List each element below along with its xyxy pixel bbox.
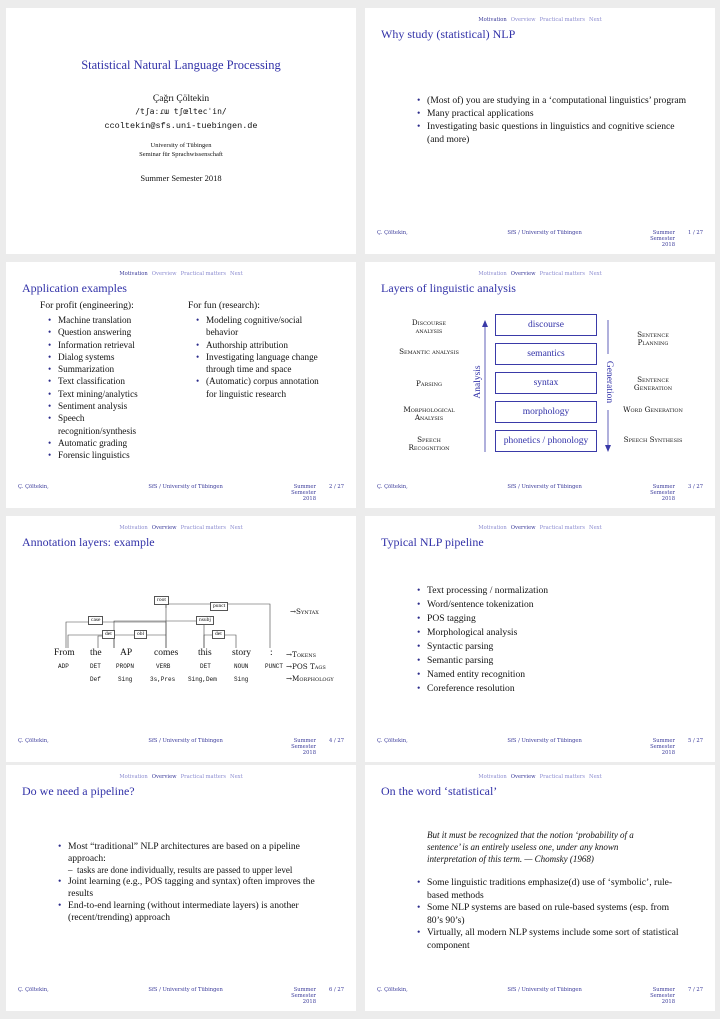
nav-next[interactable]: Next — [230, 774, 243, 780]
direction-arrows — [365, 262, 715, 508]
list-item: • Machine translation — [48, 314, 178, 326]
list-item: • Text classification — [48, 375, 178, 387]
footer: Ç. Çöltekin, SfS / University of Tübingen Summer Semester 2018 7 / 27 — [377, 987, 703, 1005]
slide-annotation-example — [6, 516, 356, 762]
slide-heading: On the word ‘statistical’ — [381, 784, 498, 798]
footer: Ç. Çöltekin, SfS / University of Tübingen Summer Semester 2018 3 / 27 — [377, 484, 703, 502]
slide-applications — [6, 262, 356, 508]
nav-next[interactable]: Next — [589, 525, 602, 531]
author-email[interactable]: ccoltekin@sfs.uni-tuebingen.de — [104, 121, 258, 131]
slide-title — [6, 8, 356, 254]
nav-bar — [365, 525, 715, 531]
nav-overview[interactable]: Overview — [510, 774, 536, 780]
pipeline-step: • Text processing / normalization — [417, 584, 687, 598]
research-list — [196, 314, 331, 400]
nav-motivation[interactable]: Motivation — [478, 774, 507, 780]
sub-item: – tasks are done individually, results are passed to upper level — [68, 865, 328, 876]
list-item: • Text mining/analytics — [48, 388, 178, 400]
list-item: • Summarization — [48, 363, 178, 375]
nav-practical[interactable]: Practical matters — [539, 271, 586, 277]
footer: Ç. Çöltekin, SfS / University of Tübingen Summer Semester 2018 1 / 27 — [377, 230, 703, 248]
list-item: • Forensic linguistics — [48, 449, 178, 461]
layer-label-syntax: →Syntax — [290, 607, 319, 616]
nav-motivation[interactable]: Motivation — [478, 271, 507, 277]
course-title: Statistical Natural Language Processing — [81, 58, 281, 72]
nav-practical[interactable]: Practical matters — [180, 525, 227, 531]
token: AP — [120, 648, 133, 658]
pipeline-step: • Coreference resolution — [417, 682, 687, 696]
nav-overview[interactable]: Overview — [510, 525, 536, 531]
pipeline-step: • Semantic parsing — [417, 654, 687, 668]
pipeline-step: • Syntactic parsing — [417, 640, 687, 654]
slide-heading: Do we need a pipeline? — [22, 784, 135, 798]
slide-heading: Typical NLP pipeline — [381, 535, 484, 549]
label-parsing: Parsing — [416, 379, 442, 388]
pipeline-step: • Word/sentence tokenization — [417, 598, 687, 612]
nav-practical[interactable]: Practical matters — [539, 17, 586, 23]
arc-label-obl: obl — [134, 630, 147, 639]
label-sentence-generation: Sentence Generation — [633, 375, 673, 392]
footer: Ç. Çöltekin, SfS / University of Tübingen Summer Semester 2018 4 / 27 — [18, 738, 344, 756]
arc-label-det: det — [102, 630, 115, 639]
slide-heading: Layers of linguistic analysis — [381, 281, 516, 295]
bullet-item: • Investigating basic questions in linguistics and cognitive science (and more) — [417, 120, 687, 146]
nav-motivation[interactable]: Motivation — [119, 525, 148, 531]
layer-discourse: discourse — [495, 314, 597, 336]
author-name: Çağrı Çöltekin — [152, 94, 210, 104]
layer-semantics: semantics — [495, 343, 597, 365]
nav-overview[interactable]: Overview — [510, 271, 536, 277]
nav-overview[interactable]: Overview — [510, 17, 536, 23]
nav-bar — [6, 271, 356, 277]
morph-features: 3s,Pres — [150, 676, 176, 683]
morph-features: Sing,Dem — [188, 676, 217, 683]
bullet-item: • Many practical applications — [417, 107, 687, 120]
pos-tag: PUNCT — [265, 663, 284, 670]
nav-overview[interactable]: Overview — [151, 271, 177, 277]
label-morph-analysis: Morphological Analysis — [403, 405, 455, 422]
layer-syntax: syntax — [495, 372, 597, 394]
token: this — [198, 648, 212, 658]
token: the — [90, 648, 102, 658]
university: University of Tübingen — [150, 142, 212, 149]
footer: Ç. Çöltekin, SfS / University of Tübingen Summer Semester 2018 6 / 27 — [18, 987, 344, 1005]
bullet-item: • End-to-end learning (without intermediate layers) is another (recent/trending) approach — [58, 900, 328, 924]
morph-features: Sing — [234, 676, 249, 683]
slide-layers — [365, 262, 715, 508]
footer: Ç. Çöltekin, SfS / University of Tübingen Summer Semester 2018 5 / 27 — [377, 738, 703, 756]
right-column-head: For fun (research): — [188, 300, 260, 311]
nav-overview[interactable]: Overview — [151, 774, 177, 780]
author-ipa: /tʃaːɾɯ tʃœltecˈin/ — [135, 107, 227, 116]
bullet-item: • Joint learning (e.g., POS tagging and syntax) often improves the results — [58, 876, 328, 900]
bullet-item: • Some linguistic traditions emphasize(d) use of ‘symbolic’, rule-based methods — [417, 877, 687, 902]
label-speech-recognition: Speech Recognition — [408, 435, 450, 452]
token: : — [270, 648, 273, 658]
chomsky-quote: But it must be recognized that the notion ‘probability of a sentence’ is an entirely useless one, under any known interpretation of this term. — Chomsky (1968) — [427, 830, 634, 864]
morph-features: Sing — [118, 676, 133, 683]
list-item: • Information retrieval — [48, 339, 178, 351]
pos-tag: NOUN — [234, 663, 249, 670]
layer-morphology: morphology — [495, 401, 597, 423]
pos-tag: PROPN — [116, 663, 135, 670]
sub-list — [68, 865, 328, 876]
dependency-arcs — [6, 516, 356, 762]
token: From — [54, 648, 75, 658]
arc-label-det: det — [212, 630, 225, 639]
layer-phonology: phonetics / phonology — [495, 430, 597, 452]
slide-heading: Why study (statistical) NLP — [381, 27, 516, 41]
nav-motivation[interactable]: Motivation — [119, 271, 148, 277]
bullet-list — [417, 94, 687, 146]
arc-label-case: case — [88, 616, 103, 625]
profit-list — [48, 314, 178, 462]
semester: Summer Semester 2018 — [140, 173, 222, 183]
slide-why-study — [365, 8, 715, 254]
nav-next[interactable]: Next — [589, 774, 602, 780]
list-item: • Automatic grading — [48, 437, 178, 449]
list-item: • (Automatic) corpus annotation for linguistic research — [196, 375, 331, 400]
list-item: • Dialog systems — [48, 351, 178, 363]
nav-next[interactable]: Next — [230, 525, 243, 531]
nav-practical[interactable]: Practical matters — [180, 774, 227, 780]
nav-motivation[interactable]: Motivation — [478, 525, 507, 531]
nav-next[interactable]: Next — [230, 271, 243, 277]
list-item: • Sentiment analysis — [48, 400, 178, 412]
list-item: • Question answering — [48, 326, 178, 338]
nav-overview[interactable]: Overview — [151, 525, 177, 531]
bullet-item: • Virtually, all modern NLP systems include some sort of statistical component — [417, 927, 687, 952]
nav-practical[interactable]: Practical matters — [180, 271, 227, 277]
bullet-list — [58, 841, 328, 924]
list-item: • Speech recognition/synthesis — [48, 412, 148, 437]
nav-practical[interactable]: Practical matters — [539, 525, 586, 531]
list-item: • Authorship attribution — [196, 339, 331, 351]
layer-label-pos: →POS Tags — [286, 662, 326, 671]
nav-motivation[interactable]: Motivation — [119, 774, 148, 780]
slide-statistical — [365, 765, 715, 1011]
bullet-list — [417, 877, 687, 952]
label-discourse-analysis: Discourse analysis — [411, 318, 447, 335]
pos-tag: DET — [200, 663, 211, 670]
slide-pipeline — [365, 516, 715, 762]
footer: Ç. Çöltekin, SfS / University of Tübingen Summer Semester 2018 2 / 27 — [18, 484, 344, 502]
nav-bar — [6, 774, 356, 780]
pos-tag: ADP — [58, 663, 69, 670]
label-speech-synthesis: Speech Synthesis — [623, 435, 683, 444]
pipeline-step: • Morphological analysis — [417, 626, 687, 640]
arc-label-punct: punct — [210, 602, 228, 611]
nav-motivation[interactable]: Motivation — [478, 17, 507, 23]
pipeline-step: • Named entity recognition — [417, 668, 687, 682]
list-item: • Investigating language change through time and space — [196, 351, 331, 376]
analysis-label: Analysis — [473, 357, 483, 407]
pos-tag: VERB — [156, 663, 171, 670]
layer-label-morphology: →Morphology — [286, 674, 334, 683]
token: comes — [154, 648, 179, 658]
left-column-head: For profit (engineering): — [40, 300, 134, 311]
label-sentence-planning: Sentence Planning — [637, 330, 669, 347]
bullet-item: • (Most of) you are studying in a ‘computational linguistics’ program — [417, 94, 687, 107]
pipeline-list — [417, 584, 687, 696]
label-word-generation: Word Generation — [623, 405, 683, 414]
nav-practical[interactable]: Practical matters — [539, 774, 586, 780]
nav-bar — [365, 774, 715, 780]
arc-label-nsubj: nsubj — [196, 616, 214, 625]
slide-heading: Annotation layers: example — [22, 535, 155, 549]
bullet-item: • Most “traditional” NLP architectures are based on a pipeline approach: – tasks are done individually, results are passed to upper level — [58, 841, 328, 876]
label-semantic-analysis: Semantic analysis — [399, 347, 459, 356]
layer-label-tokens: →Tokens — [286, 650, 317, 659]
generation-label: Generation — [604, 354, 614, 410]
pos-tag: DET — [90, 663, 101, 670]
morph-features: Def — [90, 676, 101, 683]
nav-next[interactable]: Next — [589, 17, 602, 23]
seminar: Seminar für Sprachwissenschaft — [139, 151, 223, 158]
token: story — [232, 648, 251, 658]
nav-next[interactable]: Next — [589, 271, 602, 277]
slide-heading: Application examples — [22, 281, 127, 295]
arc-label-root: root — [154, 596, 169, 605]
nav-bar — [365, 17, 715, 23]
bullet-item: • Some NLP systems are based on rule-based systems (esp. from 80’s 90’s) — [417, 902, 687, 927]
list-item: • Modeling cognitive/social behavior — [196, 314, 331, 339]
pipeline-step: • POS tagging — [417, 612, 687, 626]
slide-need-pipeline — [6, 765, 356, 1011]
